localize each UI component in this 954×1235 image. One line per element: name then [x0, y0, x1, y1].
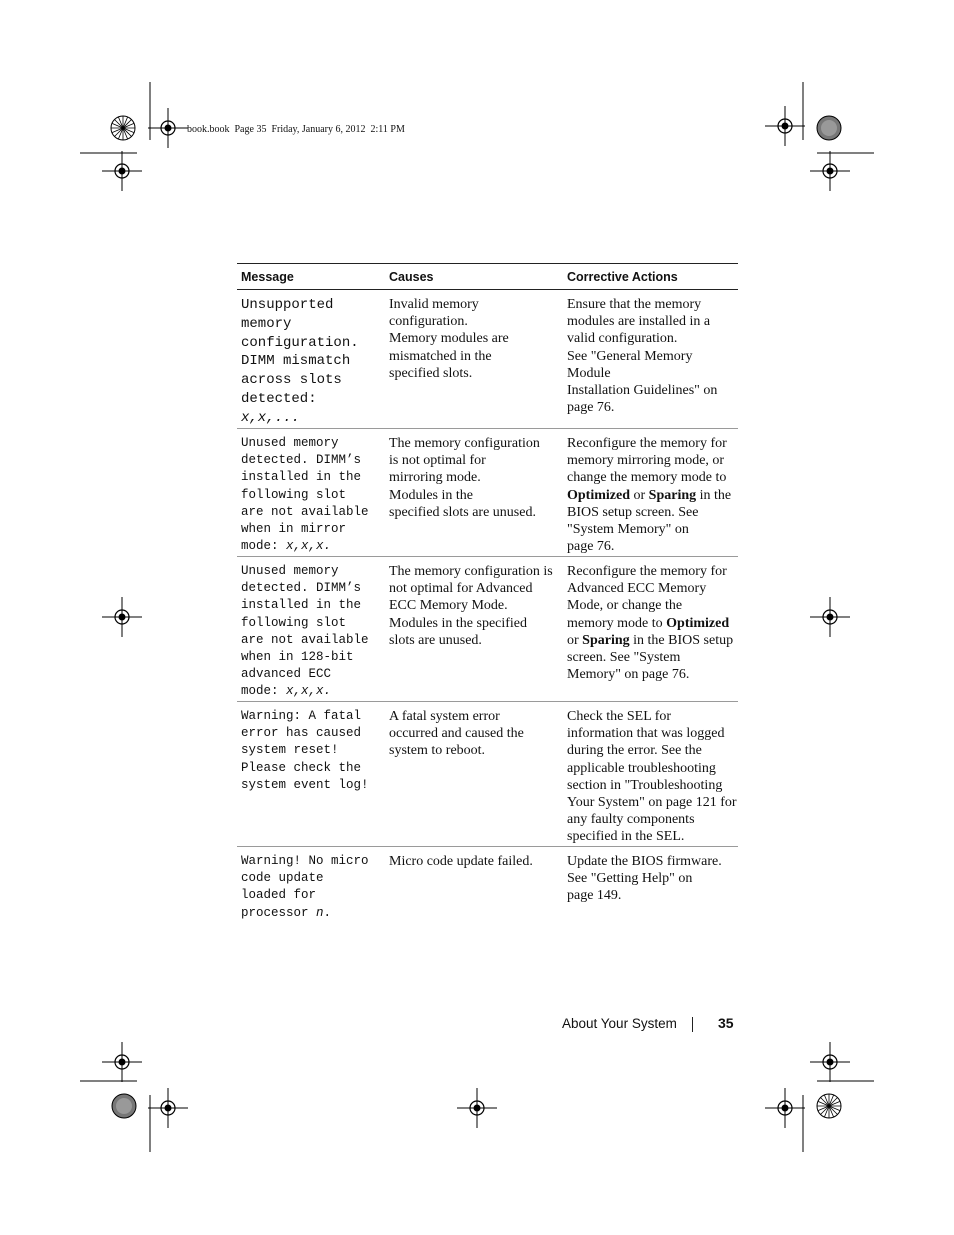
- table-header: [237, 264, 738, 290]
- message-cell: Warning! No micro code update loaded for processor n.: [241, 854, 369, 920]
- causes-cell: Micro code update failed.: [389, 854, 533, 869]
- actions-cell: Reconfigure the memory for Advanced ECC Memory Mode, or change the memory mode to Optimized or Sparing in the BIOS setup screen. See "System Memory" on page 76.: [567, 564, 734, 683]
- table-row: [237, 847, 738, 927]
- causes-cell: The memory configuration is not optimal for mirroring mode. Modules in the specified slots are unused.: [389, 436, 540, 520]
- actions-cell: Ensure that the memory modules are installed in a valid configuration. See "General Memory Module Installation Guidelines" on page 76.: [567, 297, 718, 416]
- causes-cell: A fatal system error occurred and caused the system to reboot.: [389, 709, 524, 759]
- table-row: [237, 557, 738, 702]
- message-cell: Unsupported memory configuration. DIMM mismatch across slots detected: x,x,...: [241, 297, 359, 426]
- print-slug: book.book Page 35 Friday, January 6, 2012 2:11 PM: [187, 124, 405, 135]
- causes-cell: Invalid memory configuration. Memory modules are mismatched in the specified slots.: [389, 297, 509, 381]
- causes-cell: The memory configuration is not optimal for Advanced ECC Memory Mode. Modules in the specified slots are unused.: [389, 564, 553, 648]
- message-cell: Unused memory detected. DIMM’s installed in the following slot are not available when in 128-bit advanced ECC mode: x,x,x.: [241, 564, 369, 699]
- actions-cell: Reconfigure the memory for memory mirroring mode, or change the memory mode to Optimized or Sparing in the BIOS setup screen. See "System Memory" on page 76.: [567, 436, 732, 555]
- message-cell: Unused memory detected. DIMM’s installed in the following slot are not available when in mirror mode: x,x,x.: [241, 436, 369, 554]
- table-row: [237, 290, 738, 429]
- table-row: [237, 702, 738, 847]
- footer-divider: [692, 1017, 693, 1032]
- actions-cell: Check the SEL for information that was logged during the error. See the applicable troubleshooting section in "Troubleshooting Your System" on page 121 for any faulty components specified in the SEL.: [567, 709, 737, 845]
- page-number: 35: [718, 1015, 734, 1031]
- message-cell: Warning: A fatal error has caused system reset! Please check the system event log!: [241, 709, 369, 792]
- header-causes: Causes: [389, 269, 434, 284]
- footer-section-title: About Your System: [562, 1016, 677, 1031]
- actions-cell: Update the BIOS firmware. See "Getting Help" on page 149.: [567, 854, 722, 904]
- header-message: Message: [241, 269, 294, 284]
- error-message-table: [237, 263, 738, 920]
- header-corrective-actions: Corrective Actions: [567, 269, 678, 284]
- table-row: [237, 429, 738, 557]
